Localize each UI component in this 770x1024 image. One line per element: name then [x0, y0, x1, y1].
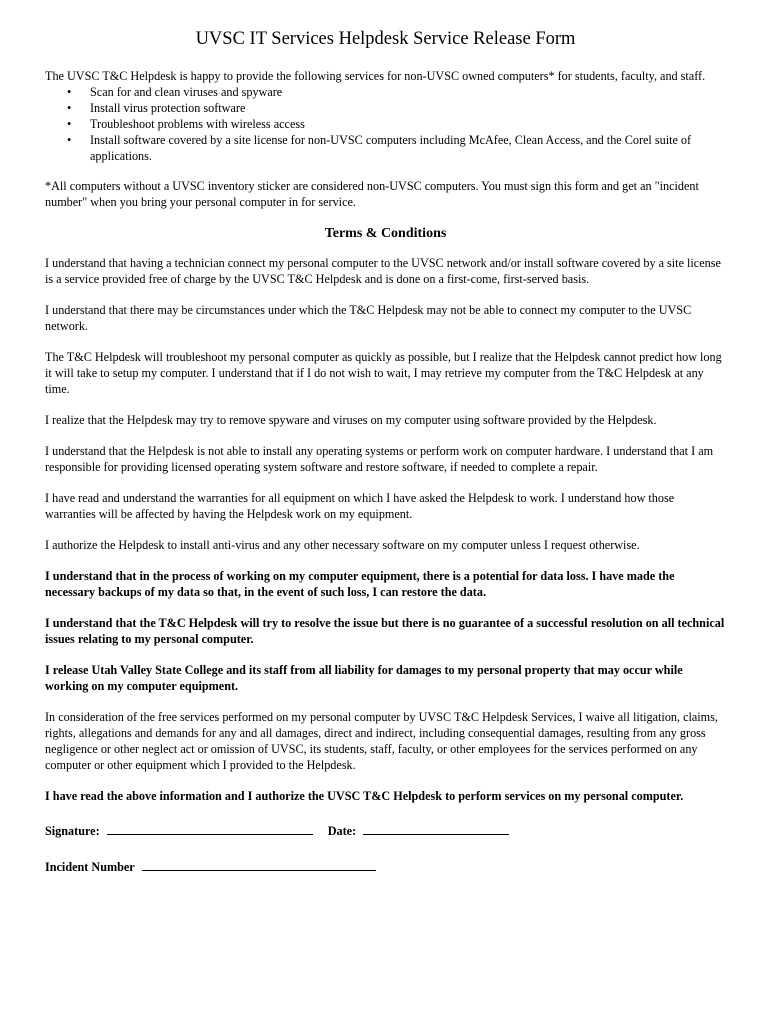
date-label: Date:	[327, 824, 357, 838]
incident-number-field[interactable]	[142, 858, 376, 871]
service-item: • Install software covered by a site license for non-UVSC computers including McAfee, Clean Access, and the Corel suite of applications.	[45, 132, 726, 164]
incident-number-label: Incident Number	[45, 860, 135, 874]
services-list	[45, 84, 726, 164]
authorization-statement: I have read the above information and I authorize the UVSC T&C Helpdesk to perform services on my personal computer.	[45, 789, 684, 803]
signature-row	[45, 822, 726, 838]
service-item: • Install virus protection software	[45, 100, 726, 116]
waiver-paragraph: In consideration of the free services performed on my personal computer by UVSC T&C Helpdesk Services, I waive all litigation, claims, rights, allegations and demands for any and all damages, direct and indirect, including consequential damages, resulting from any gross negligence or other neglect act or omission of UVSC, its students, staff, faculty, or other employees for the services performed on any computer or other equipment which I provided to the Helpdesk.	[45, 710, 718, 772]
date-field[interactable]	[363, 822, 509, 835]
term-paragraph: I understand that there may be circumstances under which the T&C Helpdesk may not be able to connect my computer to the UVSC network.	[45, 303, 692, 333]
term-paragraph: I understand that having a technician connect my personal computer to the UVSC network and/or install software covered by a site license is a service provided free of charge by the UVSC T&C Helpdesk and is done on a first-come, first-served basis.	[45, 256, 721, 286]
signature-label: Signature:	[45, 824, 100, 838]
term-paragraph: The T&C Helpdesk will troubleshoot my personal computer as quickly as possible, but I realize that the Helpdesk cannot predict how long it will take to setup my computer. I understand that if I do not wish to wait, I may retrieve my computer from the T&C Helpdesk at any time.	[45, 350, 722, 396]
service-item: • Troubleshoot problems with wireless access	[45, 116, 726, 132]
term-paragraph: I have read and understand the warranties for all equipment on which I have asked the Helpdesk to work. I understand how those warranties will be affected by having the Helpdesk work on my equipment.	[45, 491, 675, 521]
no-guarantee-term: I understand that the T&C Helpdesk will try to resolve the issue but there is no guarantee of a successful resolution on all technical issues relating to my personal computer.	[45, 616, 725, 646]
term-paragraph: I realize that the Helpdesk may try to remove spyware and viruses on my computer using software provided by the Helpdesk.	[45, 413, 657, 427]
term-paragraph: I understand that the Helpdesk is not able to install any operating systems or perform work on computer hardware. I understand that I am responsible for providing licensed operating system software and restore software, if needed to complete a repair.	[45, 444, 714, 474]
liability-release-term: I release Utah Valley State College and its staff from all liability for damages to my personal property that may occur while working on my computer equipment.	[45, 663, 683, 693]
data-loss-term: I understand that in the process of working on my computer equipment, there is a potential for data loss. I have made the necessary backups of my data so that, in the event of such loss, I can restore the data.	[45, 569, 675, 599]
terms-heading: Terms & Conditions	[324, 226, 447, 241]
service-item: • Scan for and clean viruses and spyware	[45, 84, 726, 100]
intro-text: The UVSC T&C Helpdesk is happy to provide the following services for non-UVSC owned computers* for students, faculty, and staff.	[45, 69, 706, 83]
signature-field[interactable]	[107, 822, 313, 835]
form-title: UVSC IT Services Helpdesk Service Release Form	[195, 29, 576, 49]
incident-row	[45, 858, 726, 874]
term-paragraph: I authorize the Helpdesk to install anti-virus and any other necessary software on my computer unless I request otherwise.	[45, 538, 640, 552]
non-uvsc-footnote: *All computers without a UVSC inventory sticker are considered non-UVSC computers. You must sign this form and get an "incident number" when you bring your personal computer in for service.	[45, 179, 699, 209]
